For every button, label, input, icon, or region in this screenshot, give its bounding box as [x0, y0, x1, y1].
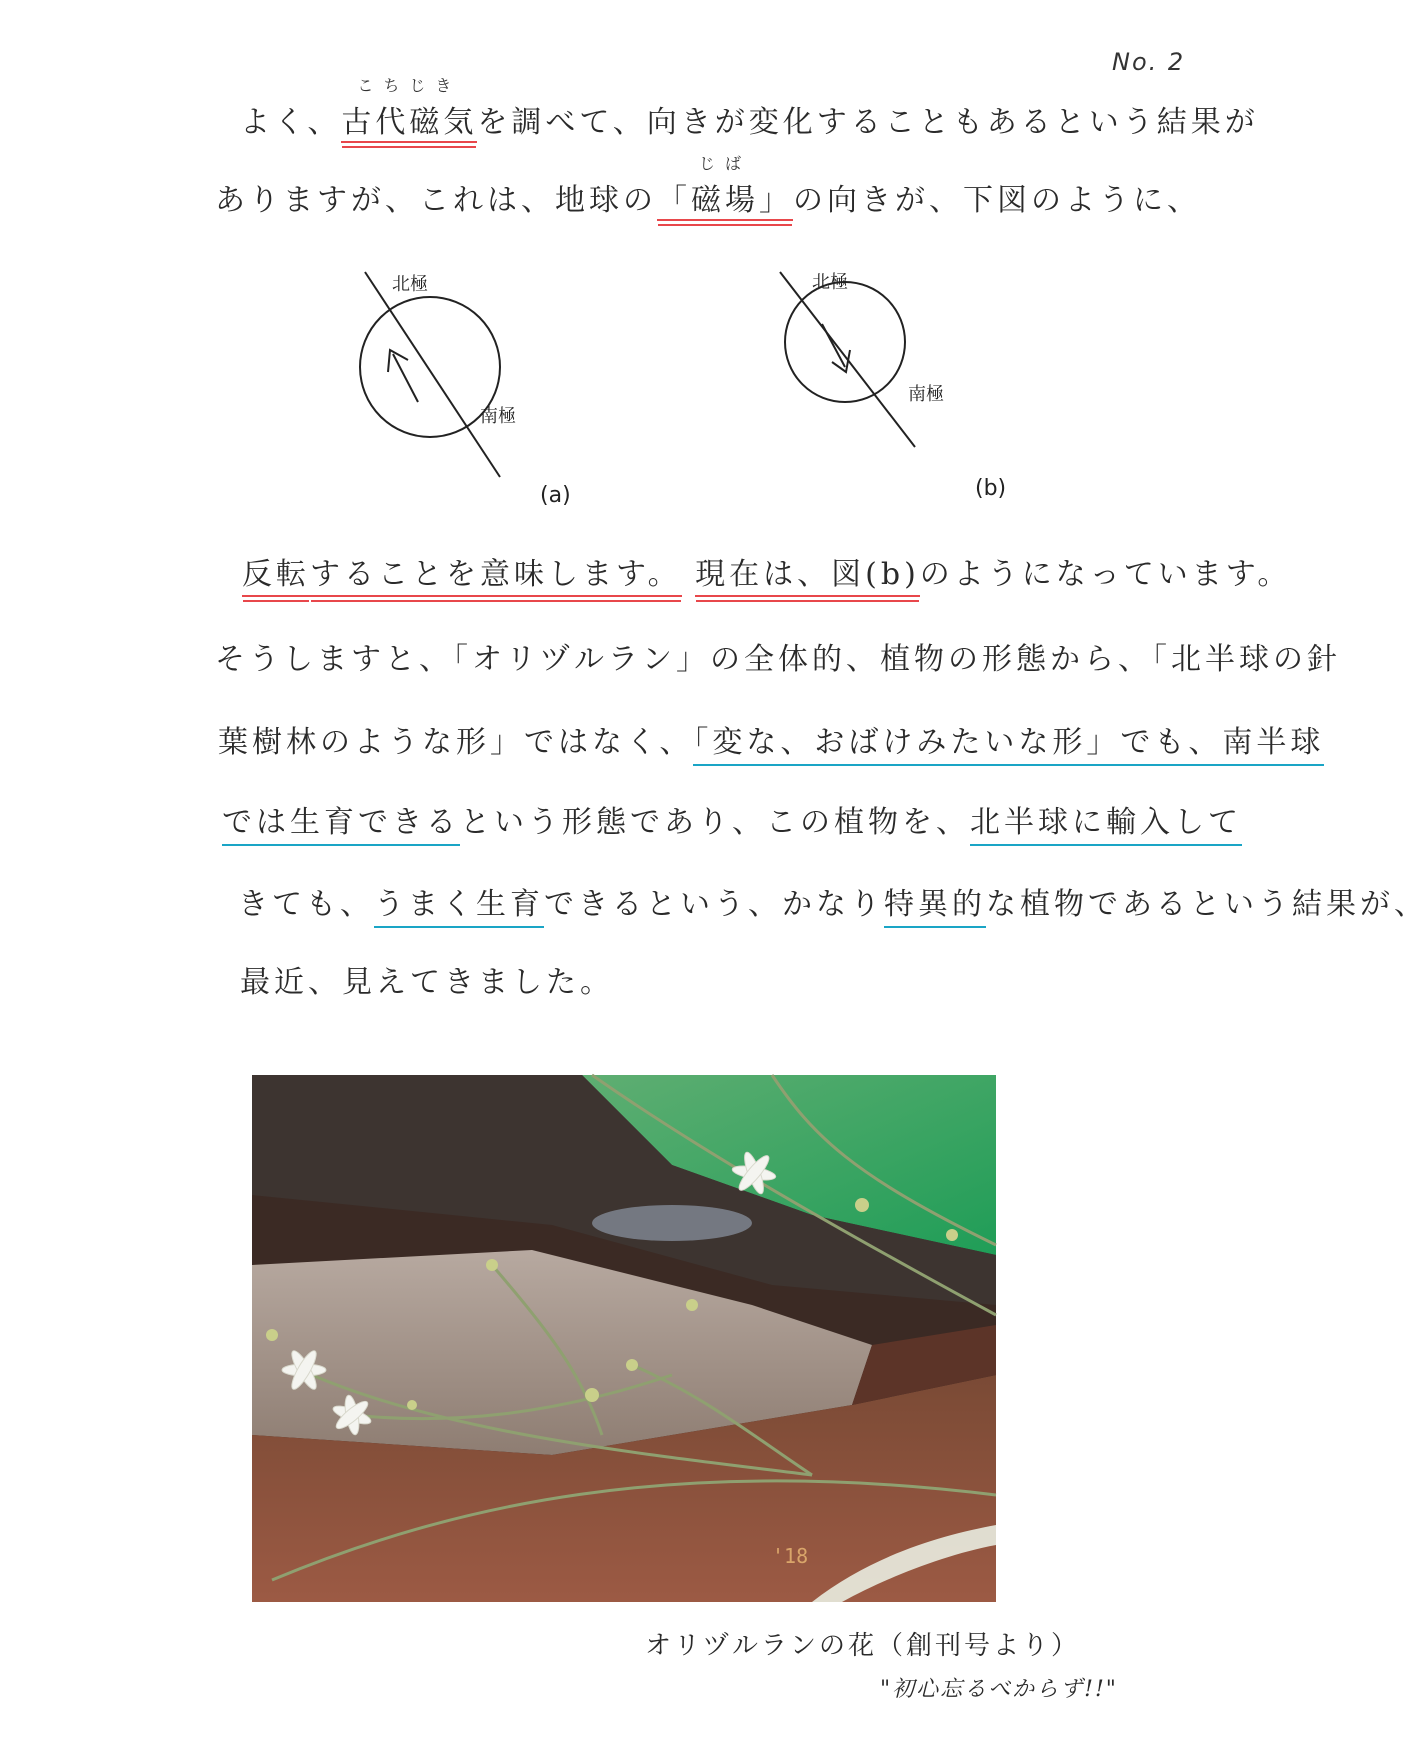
field-arrow-shaft: [822, 324, 845, 367]
text-segment: きても、: [238, 887, 374, 922]
earth-diagram-a: [330, 262, 570, 512]
highlight-import: 北半球に輸入して: [970, 805, 1242, 846]
earth-diagram-b: [760, 262, 1020, 512]
highlight-peculiar: 特異的: [884, 887, 986, 928]
text-line-8: [240, 965, 614, 1000]
highlight-can-grow: では生育できる: [222, 805, 460, 846]
north-pole-label: 北極: [812, 272, 848, 293]
text-segment: のようになっています。: [919, 557, 1292, 592]
field-arrow-up-icon: [388, 350, 408, 372]
highlight-paleomagnetism: [341, 76, 478, 143]
highlight-reversal: 反転: [242, 557, 310, 597]
text-segment: を調べて、向きが変化することもあるという結果が: [477, 105, 1259, 140]
diagram-caption-a: (a): [540, 483, 571, 508]
motto-text: "初心忘るべからず!!": [880, 1677, 1118, 1702]
text-segment: ありますが、これは、地球の: [215, 183, 657, 218]
south-pole-label: 南極: [908, 384, 944, 405]
earth-circle: [360, 297, 500, 437]
axis-line: [365, 272, 500, 477]
text-segment: な植物であるという結果が、: [986, 887, 1428, 922]
highlight-magnetic-field: [657, 154, 793, 221]
north-pole-label: 北極: [392, 274, 428, 295]
text-line-5: [218, 725, 1325, 760]
text-segment: 最近、見えてきました。: [240, 965, 614, 1000]
text-segment: よく、: [240, 105, 342, 140]
text-segment: そうしますと、「オリヅルラン」の全体的、植物の形態から、「北半球の針: [215, 642, 1341, 677]
text-segment: できるという、かなり: [544, 887, 884, 922]
text-segment: 「磁場」: [657, 183, 793, 218]
text-line-3: [242, 557, 1292, 592]
text-line-2: [215, 154, 1201, 221]
text-segment: 葉樹林のような形」ではなく、: [218, 725, 694, 760]
highlight-grow-well: うまく生育: [374, 887, 544, 928]
text-line-1: [240, 76, 1259, 143]
highlight-reversal-rest: することを意味します。: [310, 557, 682, 597]
field-arrow-shaft: [393, 354, 418, 402]
page-number: No. 2: [1112, 48, 1186, 76]
furigana: こちじき: [357, 76, 462, 95]
diagram-caption-b: (b): [975, 476, 1007, 501]
text-segment: という形態であり、この植物を、: [460, 805, 970, 840]
highlight-strange-shape: 「変な、おばけみたいな形」でも、南半球: [693, 725, 1324, 766]
date-stamp: '18: [772, 1544, 809, 1568]
text-segment: 古代磁気: [341, 105, 478, 140]
text-line-6: [222, 805, 1242, 840]
furigana: じば: [698, 154, 751, 173]
text-segment: の向きが、下図のように、: [793, 183, 1201, 218]
highlight-current-state: 現在は、図(b): [695, 557, 920, 597]
text-line-7: [238, 887, 1428, 922]
photo-caption: オリヅルランの花（創刊号より）: [645, 1631, 1081, 1661]
spider-plant-photo: [252, 1075, 996, 1602]
south-pole-label: 南極: [480, 406, 516, 427]
text-line-4: [215, 642, 1341, 677]
photo-illustration: [252, 1075, 996, 1602]
earth-circle: [785, 282, 905, 402]
